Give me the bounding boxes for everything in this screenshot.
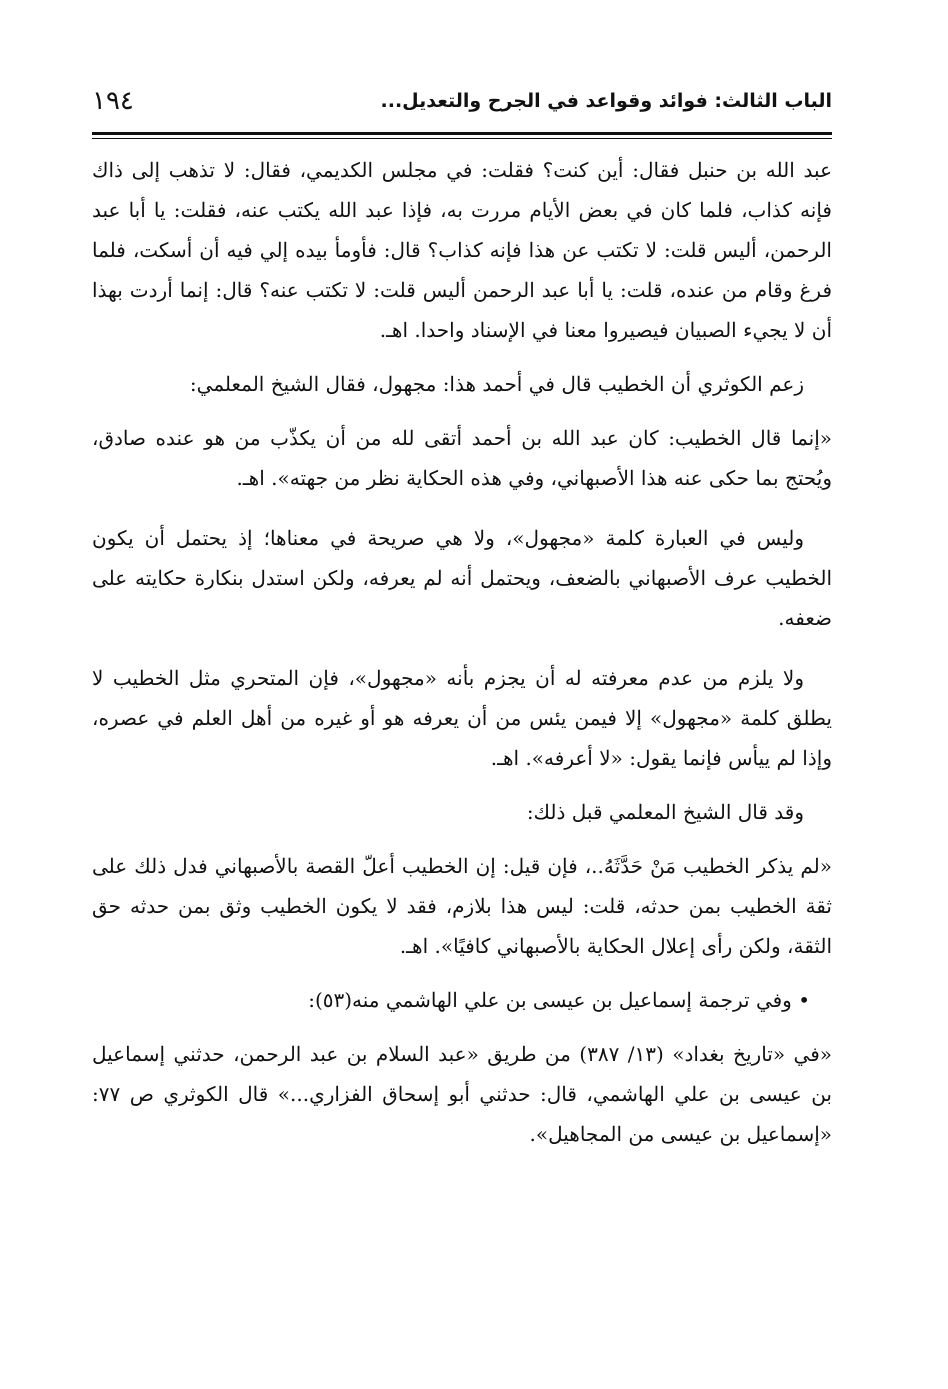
paragraph-4: ولا يلزم من عدم معرفته له أن يجزم بأنه «مجهول»، فإن المتحري مثل الخطيب لا يطلق كلمة «مجهول» إلا فيمن يئس من أن يعرفه هو أو غيره من أهل العلم في عصره، وإذا لم ييأس فإنما يقول: «لا أعرفه». اهـ. (92, 666, 832, 770)
paragraph-1: عبد الله بن حنبل فقال: أين كنت؟ فقلت: في مجلس الكديمي، فقال: لا تذهب إلى ذاك فإنه كذاب، فلما كان في بعض الأيام مررت به، فإذا عبد الله يكتب عنه، فقلت: يا أبا عبد الرحمن، أليس قلت: لا تكتب عن هذا فإنه كذاب؟ قال: فأومأ بيده إلي فيه أن أسكت، فلما فرغ وقام من عنده، قلت: يا أبا عبد الرحمن أليس قلت: لا تكتب عنه؟ قال: إنما أردت بهذا أن لا يجيء الصبيان فيصيروا معنا في الإسناد واحدا. اهـ. (92, 158, 832, 342)
paragraph-2: زعم الكوثري أن الخطيب قال في أحمد هذا: مجهول، فقال الشيخ المعلمي: (189, 372, 804, 396)
bullet-paragraph: • وفي ترجمة إسماعيل بن عيسى بن علي الهاشمي منه(٥٣): (308, 988, 810, 1012)
body-text (92, 150, 832, 1154)
paragraph-3: وليس في العبارة كلمة «مجهول»، ولا هي صريحة في معناها؛ إذ يحتمل أن يكون الخطيب عرف الأصبهاني بالضعف، ويحتمل أنه لم يعرفه، ولكن استدل بنكارة حكايته على ضعفه. (92, 526, 832, 630)
chapter-title: الباب الثالث: فوائد وقواعد في الجرح والتعديل... (380, 90, 832, 112)
quote-paragraph-1: «إنما قال الخطيب: كان عبد الله بن أحمد أتقى لله من أن يكذّب من هو عنده صادق، ويُحتج بما حكى عنه هذا الأصبهاني، وفي هذه الحكاية نظر من جهته». اهـ. (92, 426, 832, 490)
paragraph-6: «في «تاريخ بغداد» (١٣/ ٣٨٧) من طريق «عبد السلام بن عبد الرحمن، حدثني إسماعيل بن عيسى بن علي الهاشمي، قال: حدثني أبو إسحاق الفزاري...» قال الكوثري ص ٧٧: «إسماعيل بن عيسى من المجاهيل». (92, 1042, 832, 1146)
quote-paragraph-2: «لم يذكر الخطيب مَنْ حَدَّثَهُ..، فإن قيل: إن الخطيب أعلّ القصة بالأصبهاني فدل ذلك على ثقة الخطيب بمن حدثه، قلت: ليس هذا بلازم، فقد لا يكون الخطيب وثق بمن حدثه حق الثقة، ولكن رأى إعلال الحكاية بالأصبهاني كافيًا». اهـ. (92, 854, 832, 958)
paragraph-5: وقد قال الشيخ المعلمي قبل ذلك: (526, 800, 804, 824)
header-rule-thin (92, 138, 832, 139)
page-number: ١٩٤ (92, 86, 134, 116)
header-rule-thick (92, 132, 832, 135)
page-header (92, 84, 832, 128)
